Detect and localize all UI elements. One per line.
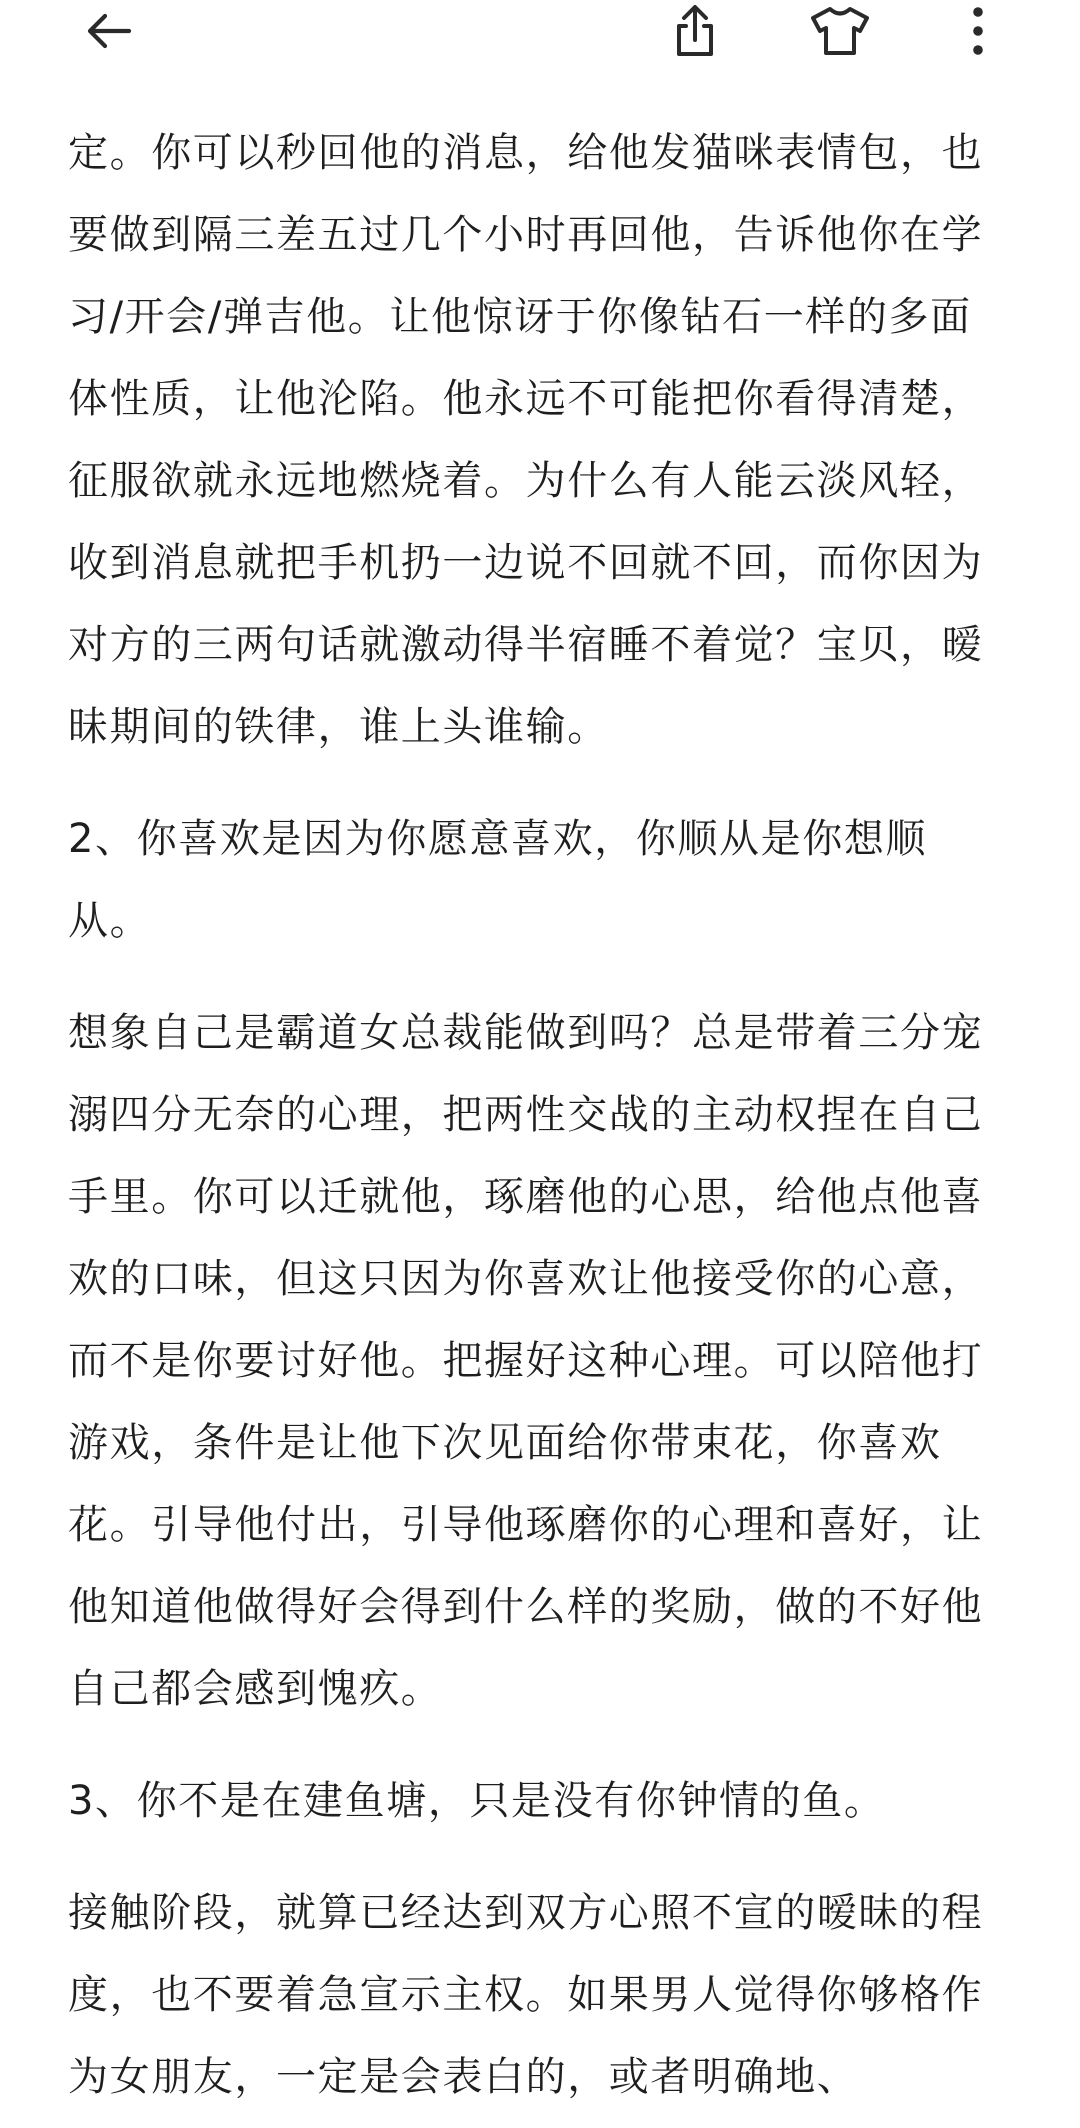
section-heading: 2、你喜欢是因为你愿意喜欢，你顺从是你想顺从。 bbox=[68, 816, 928, 944]
paragraph: 定。你可以秒回他的消息，给他发猫咪表情包，也要做到隔三差五过几个小时再回他，告诉他你在学习/开会/弹吉他。让他惊讶于你像钻石一样的多面体性质，让他沦陷。他永远不可能把你看得清楚，征服欲就永远地燃烧着。为什么有人能云淡风轻，收到消息就把手机扔一边说不回就不回，而你因为对方的三两句话就激动得半宿睡不着觉？宝贝，暧昧期间的铁律，谁上头谁输。 bbox=[68, 130, 984, 750]
section-heading: 3、你不是在建鱼塘，只是没有你钟情的鱼。 bbox=[68, 1778, 886, 1824]
share-icon bbox=[671, 4, 719, 58]
more-button[interactable] bbox=[958, 0, 998, 62]
top-toolbar bbox=[0, 0, 1080, 80]
arrow-left-icon bbox=[85, 13, 133, 49]
more-vertical-icon bbox=[971, 6, 985, 56]
paragraph: 接触阶段，就算已经达到双方心照不宣的暧昧的程度，也不要着急宣示主权。如果男人觉得你够格作为女朋友，一定是会表白的，或者明确地、 bbox=[68, 1890, 984, 2100]
back-button[interactable] bbox=[64, 0, 154, 62]
article-body bbox=[68, 112, 1008, 2118]
share-button[interactable] bbox=[660, 0, 730, 62]
paragraph: 想象自己是霸道女总裁能做到吗？总是带着三分宠溺四分无奈的心理，把两性交战的主动权捏在自己手里。你可以迁就他，琢磨他的心思，给他点他喜欢的口味，但这只因为你喜欢让他接受你的心意，而不是你要讨好他。把握好这种心理。可以陪他打游戏，条件是让他下次见面给你带束花，你喜欢花。引导他付出，引导他琢磨你的心理和喜好，让他知道他做得好会得到什么样的奖励，做的不好他自己都会感到愧疚。 bbox=[68, 1010, 984, 1712]
tshirt-icon bbox=[809, 5, 871, 57]
theme-button[interactable] bbox=[800, 0, 880, 62]
